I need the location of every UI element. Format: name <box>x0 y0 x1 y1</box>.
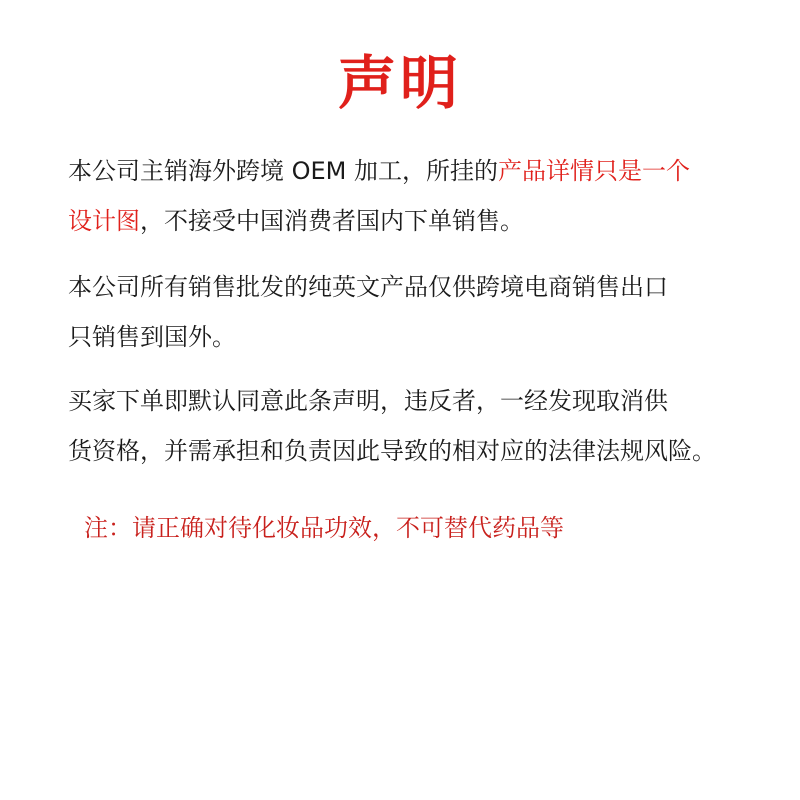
paragraph-oem-line-2 <box>68 196 768 246</box>
oem-text-normal: 本公司主销海外跨境 OEM 加工，所挂的 <box>68 157 499 185</box>
paragraph-buyer-notice <box>68 376 768 476</box>
paragraph-export-line-2: 只销售到国外。 <box>68 323 236 351</box>
paragraph-oem-notice <box>68 146 768 246</box>
paragraph-export-notice <box>68 262 768 362</box>
oem-text-normal-2: ，不接受中国消费者国内下单销售。 <box>140 207 524 235</box>
paragraph-export-line-1: 本公司所有销售批发的纯英文产品仅供跨境电商销售出口 <box>68 273 668 301</box>
oem-text-highlight: 产品详情只是一个 <box>498 157 691 185</box>
paragraph-oem-line-1 <box>68 146 768 196</box>
cosmetics-note: 注：请正确对待化妆品功效，不可替代药品等 <box>84 514 564 542</box>
oem-text-highlight-2: 设计图 <box>68 207 140 235</box>
page-title: 声明 <box>337 49 462 117</box>
paragraph-buyer-line-2: 货资格，并需承担和负责因此导致的相对应的法律法规风险。 <box>68 437 716 465</box>
paragraph-buyer-line-1: 买家下单即默认同意此条声明，违反者，一经发现取消供 <box>68 387 668 415</box>
